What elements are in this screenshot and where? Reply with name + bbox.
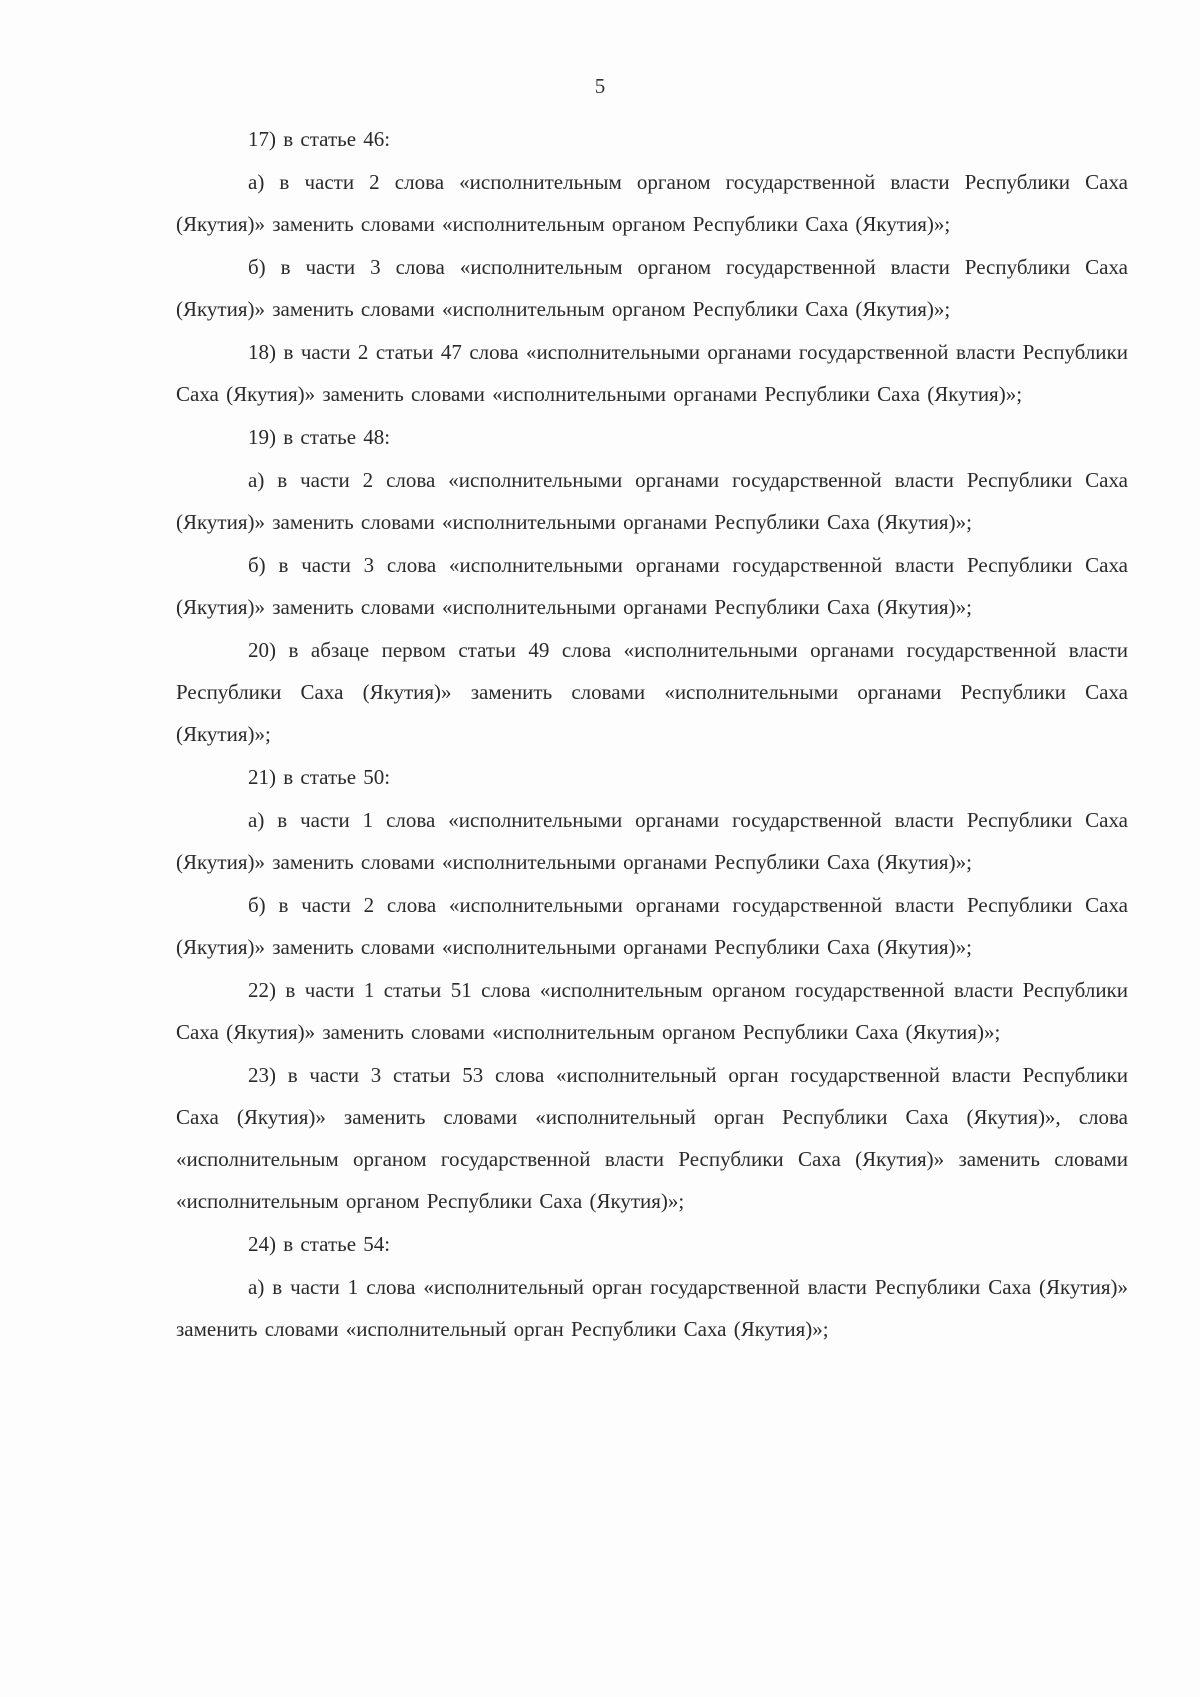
paragraph-24: 24) в статье 54: [248,1232,391,1256]
paragraph-21: 21) в статье 50: [248,765,391,789]
paragraph-18: 18) в части 2 статьи 47 слова «исполнительными органами государственной власти Республики Саха (Якутия)» заменить словами «исполнительными органами Республики Саха (Якутия)»; [176,340,1128,406]
paragraph-19a: а) в части 2 слова «исполнительными органами государственной власти Республики Саха (Якутия)» заменить словами «исполнительными органами Республики Саха (Якутия)»; [176,468,1128,534]
paragraph-19b: б) в части 3 слова «исполнительными органами государственной власти Республики Саха (Якутия)» заменить словами «исполнительными органами Республики Саха (Якутия)»; [176,553,1128,619]
paragraph-17: 17) в статье 46: [248,127,391,151]
paragraph-20: 20) в абзаце первом статьи 49 слова «исполнительными органами государственной власти Республики Саха (Якутия)» заменить словами «исполнительными органами Республики Саха (Якутия)»; [176,638,1128,746]
paragraph-21a: а) в части 1 слова «исполнительными органами государственной власти Республики Саха (Якутия)» заменить словами «исполнительными органами Республики Саха (Якутия)»; [176,808,1128,874]
paragraph-17a: а) в части 2 слова «исполнительным органом государственной власти Республики Саха (Якутия)» заменить словами «исполнительным органом Республики Саха (Якутия)»; [176,170,1128,236]
paragraph-19: 19) в статье 48: [248,425,391,449]
paragraph-24a: а) в части 1 слова «исполнительный орган государственной власти Республики Саха (Якутия)» заменить словами «исполнительный орган Республики Саха (Якутия)»; [176,1275,1128,1341]
paragraph-17b: б) в части 3 слова «исполнительным органом государственной власти Республики Саха (Якутия)» заменить словами «исполнительным органом Республики Саха (Якутия)»; [176,255,1128,321]
paragraph-23: 23) в части 3 статьи 53 слова «исполнительный орган государственной власти Республики Саха (Якутия)» заменить словами «исполнительный орган Республики Саха (Якутия)», слова «исполнительным органом государственной власти Республики Саха (Якутия)» заменить словами «исполнительным органом Республики Саха (Якутия)»; [176,1063,1128,1213]
paragraph-22: 22) в части 1 статьи 51 слова «исполнительным органом государственной власти Республики Саха (Якутия)» заменить словами «исполнительным органом Республики Саха (Якутия)»; [176,978,1128,1044]
page-number: 5 [594,74,606,98]
paragraph-21b: б) в части 2 слова «исполнительными органами государственной власти Республики Саха (Якутия)» заменить словами «исполнительными органами Республики Саха (Якутия)»; [176,893,1128,959]
document-body [176,118,1128,1351]
